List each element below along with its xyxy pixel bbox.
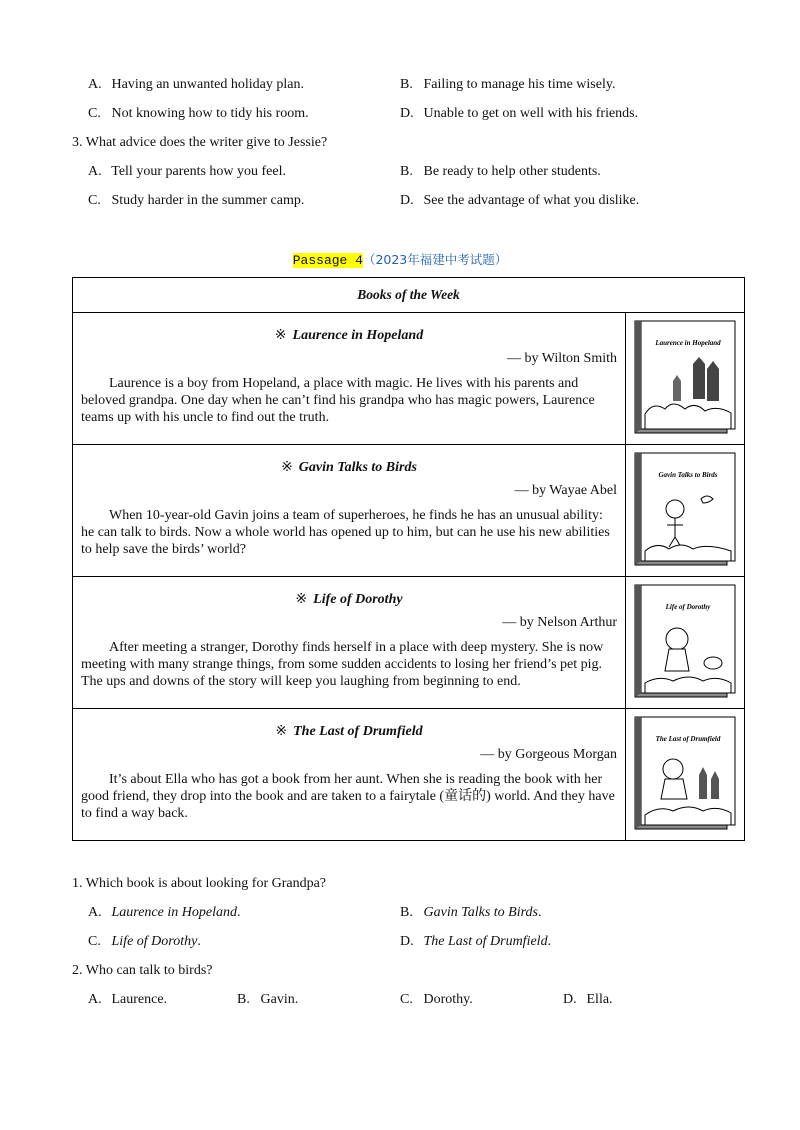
book-cover-image	[633, 715, 737, 835]
prev-q3-stem: 3. What advice does the writer give to Jessie?	[72, 135, 328, 150]
q1-option-b[interactable]: B. Gavin Talks to Birds.	[400, 905, 542, 920]
prev-q3-option-d[interactable]: D. See the advantage of what you dislike.	[400, 193, 640, 208]
books-table	[72, 277, 745, 841]
prev-q3-option-b[interactable]: B. Be ready to help other students.	[400, 164, 601, 179]
table-title: Books of the Week	[73, 278, 745, 313]
book-author: — by Nelson Arthur	[502, 615, 617, 630]
book-description: When 10-year-old Gavin joins a team of superheroes, he finds he has an unusual ability: he can talk to birds. Now a whole world has opened up to him, but can he use his new abilities to help save the birds’ world?	[81, 508, 610, 557]
passage-source: （2023年福建中考试题）	[362, 252, 508, 267]
q1-stem: 1. Which book is about looking for Grandpa?	[72, 876, 327, 891]
svg-text:Gavin Talks to Birds: Gavin Talks to Birds	[658, 471, 718, 479]
book-row	[73, 709, 745, 841]
prev-q2-option-b[interactable]: B. Failing to manage his time wisely.	[400, 77, 616, 92]
book-row	[73, 577, 745, 709]
book-title: ※ The Last of Drumfield	[275, 724, 423, 739]
prev-q3-option-a[interactable]: A. Tell your parents how you feel.	[88, 164, 286, 179]
q2-option-b[interactable]: B. Gavin.	[237, 992, 299, 1007]
prev-q2-option-d[interactable]: D. Unable to get on well with his friends.	[400, 106, 639, 121]
q1-option-c[interactable]: C. Life of Dorothy.	[88, 934, 201, 949]
book-description: After meeting a stranger, Dorothy finds herself in a place with deep mystery. She is now meeting with many strange things, from some sudden accidents to losing her friend’s pet pig. The ups and downs of the story will keep you laughing from beginning to end.	[81, 640, 604, 689]
prev-q2-option-c[interactable]: C. Not knowing how to tidy his room.	[88, 106, 309, 121]
book-cover-image	[633, 319, 737, 439]
book-cover-image	[633, 583, 737, 703]
svg-text:Life of Dorothy: Life of Dorothy	[665, 603, 711, 611]
prev-q2-option-a[interactable]: A. Having an unwanted holiday plan.	[88, 77, 304, 92]
book-title: ※ Gavin Talks to Birds	[281, 460, 417, 475]
q2-stem: 2. Who can talk to birds?	[72, 963, 213, 978]
book-row	[73, 313, 745, 445]
book-title: ※ Laurence in Hopeland	[274, 328, 424, 343]
passage-heading	[0, 250, 800, 268]
q2-option-a[interactable]: A. Laurence.	[88, 992, 168, 1007]
book-author: — by Wayae Abel	[514, 483, 617, 498]
passage-tag: Passage 4	[292, 253, 363, 268]
book-author: — by Gorgeous Morgan	[480, 747, 617, 762]
book-author: — by Wilton Smith	[506, 351, 617, 366]
book-description: It’s about Ella who has got a book from her aunt. When she is reading the book with her good friend, they drop into the book and are taken to a fairytale (童话的) world. And they have to find a way back.	[81, 772, 615, 821]
q1-option-a[interactable]: A. Laurence in Hopeland.	[88, 905, 241, 920]
prev-q3-option-c[interactable]: C. Study harder in the summer camp.	[88, 193, 305, 208]
q2-option-d[interactable]: D. Ella.	[563, 992, 613, 1007]
svg-text:Laurence in Hopeland: Laurence in Hopeland	[655, 339, 721, 347]
svg-text:The Last of Drumfield: The Last of Drumfield	[655, 735, 721, 743]
book-row	[73, 445, 745, 577]
book-title: ※ Life of Dorothy	[295, 592, 403, 607]
q1-option-d[interactable]: D. The Last of Drumfield.	[400, 934, 552, 949]
book-cover-image	[633, 451, 737, 571]
book-description: Laurence is a boy from Hopeland, a place with magic. He lives with his parents and beloved grandpa. One day when he can’t find his grandpa who has magic powers, Laurence teams up with his uncle to find out the truth.	[81, 376, 595, 425]
q2-option-c[interactable]: C. Dorothy.	[400, 992, 473, 1007]
